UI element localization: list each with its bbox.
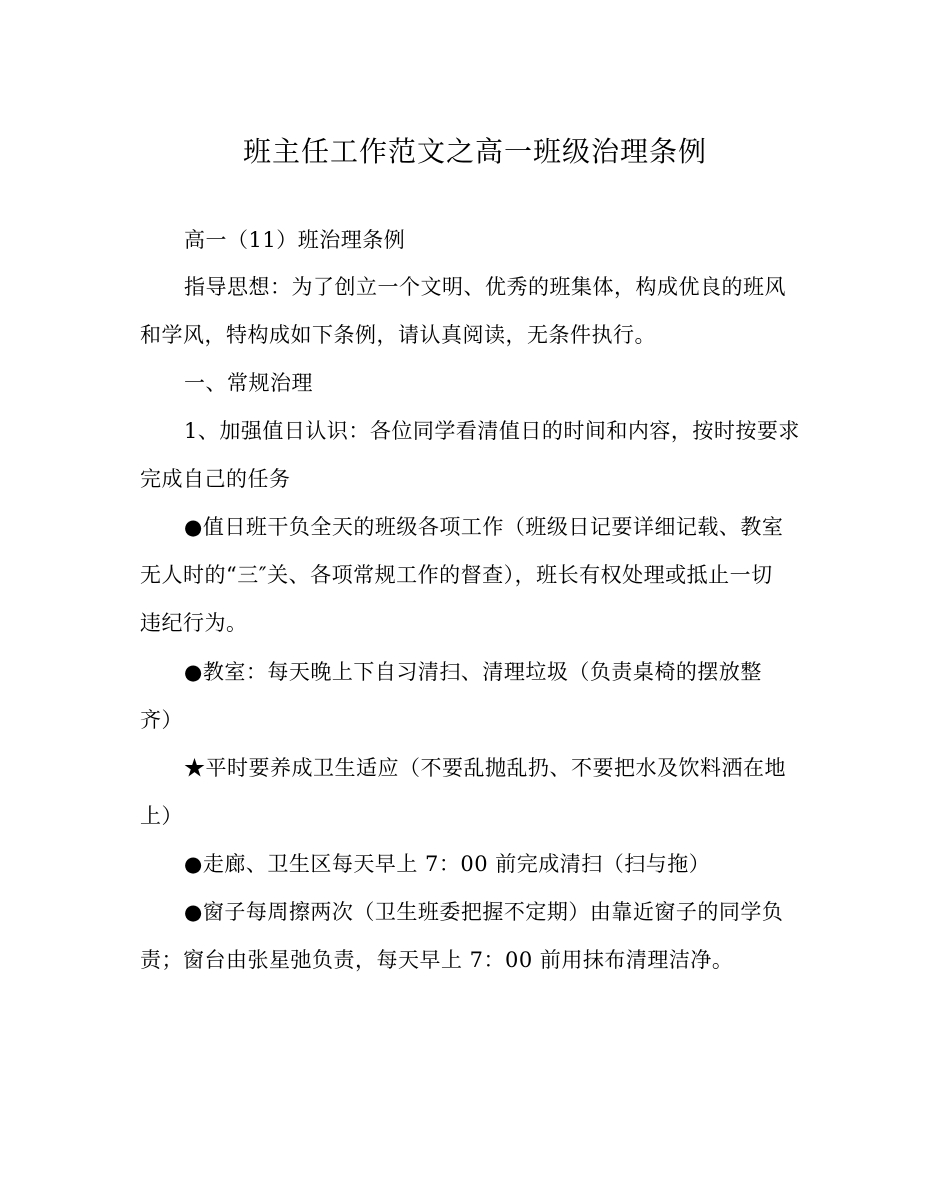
corridor-line: ●走廊、卫生区每天早上 7：00 前完成清扫（扫与拖） xyxy=(184,852,711,876)
guiding-principle-line-1: 指导思想：为了创立一个文明、优秀的班集体，构成优良的班风 xyxy=(184,275,786,299)
section-heading-routine: 一、常规治理 xyxy=(184,371,313,395)
document-title: 班主任工作范文之高一班级治理条例 xyxy=(242,135,707,168)
duty-cadre-line-3: 违纪行为。 xyxy=(140,611,248,635)
window-line-1: ●窗子每周擦两次（卫生班委把握不定期）由靠近窗子的同学负 xyxy=(184,900,784,924)
window-line-2: 责；窗台由张星弛负责，每天早上 7：00 前用抹布清理洁净。 xyxy=(140,948,734,972)
guiding-principle-line-2: 和学风，特构成如下条例，请认真阅读，无条件执行。 xyxy=(140,323,656,347)
rule-1-line-2: 完成自己的任务 xyxy=(140,467,291,491)
hygiene-habit-line-1: ★平时要养成卫生适应（不要乱抛乱扔、不要把水及饮料洒在地 xyxy=(184,756,786,780)
duty-cadre-line-1: ●值日班干负全天的班级各项工作（班级日记要详细记载、教室 xyxy=(184,515,784,539)
hygiene-habit-line-2: 上） xyxy=(140,804,183,828)
classroom-line-1: ●教室：每天晚上下自习清扫、清理垃圾（负责桌椅的摆放整 xyxy=(184,660,762,684)
classroom-line-2: 齐） xyxy=(140,708,183,732)
rule-1-line-1: 1、加强值日认识：各位同学看清值日的时间和内容，按时按要求 xyxy=(184,419,800,443)
class-rules-heading: 高一（11）班治理条例 xyxy=(184,228,406,252)
duty-cadre-line-2: 无人时的“三″关、各项常规工作的督查），班长有权处理或抵止一切 xyxy=(140,563,773,587)
